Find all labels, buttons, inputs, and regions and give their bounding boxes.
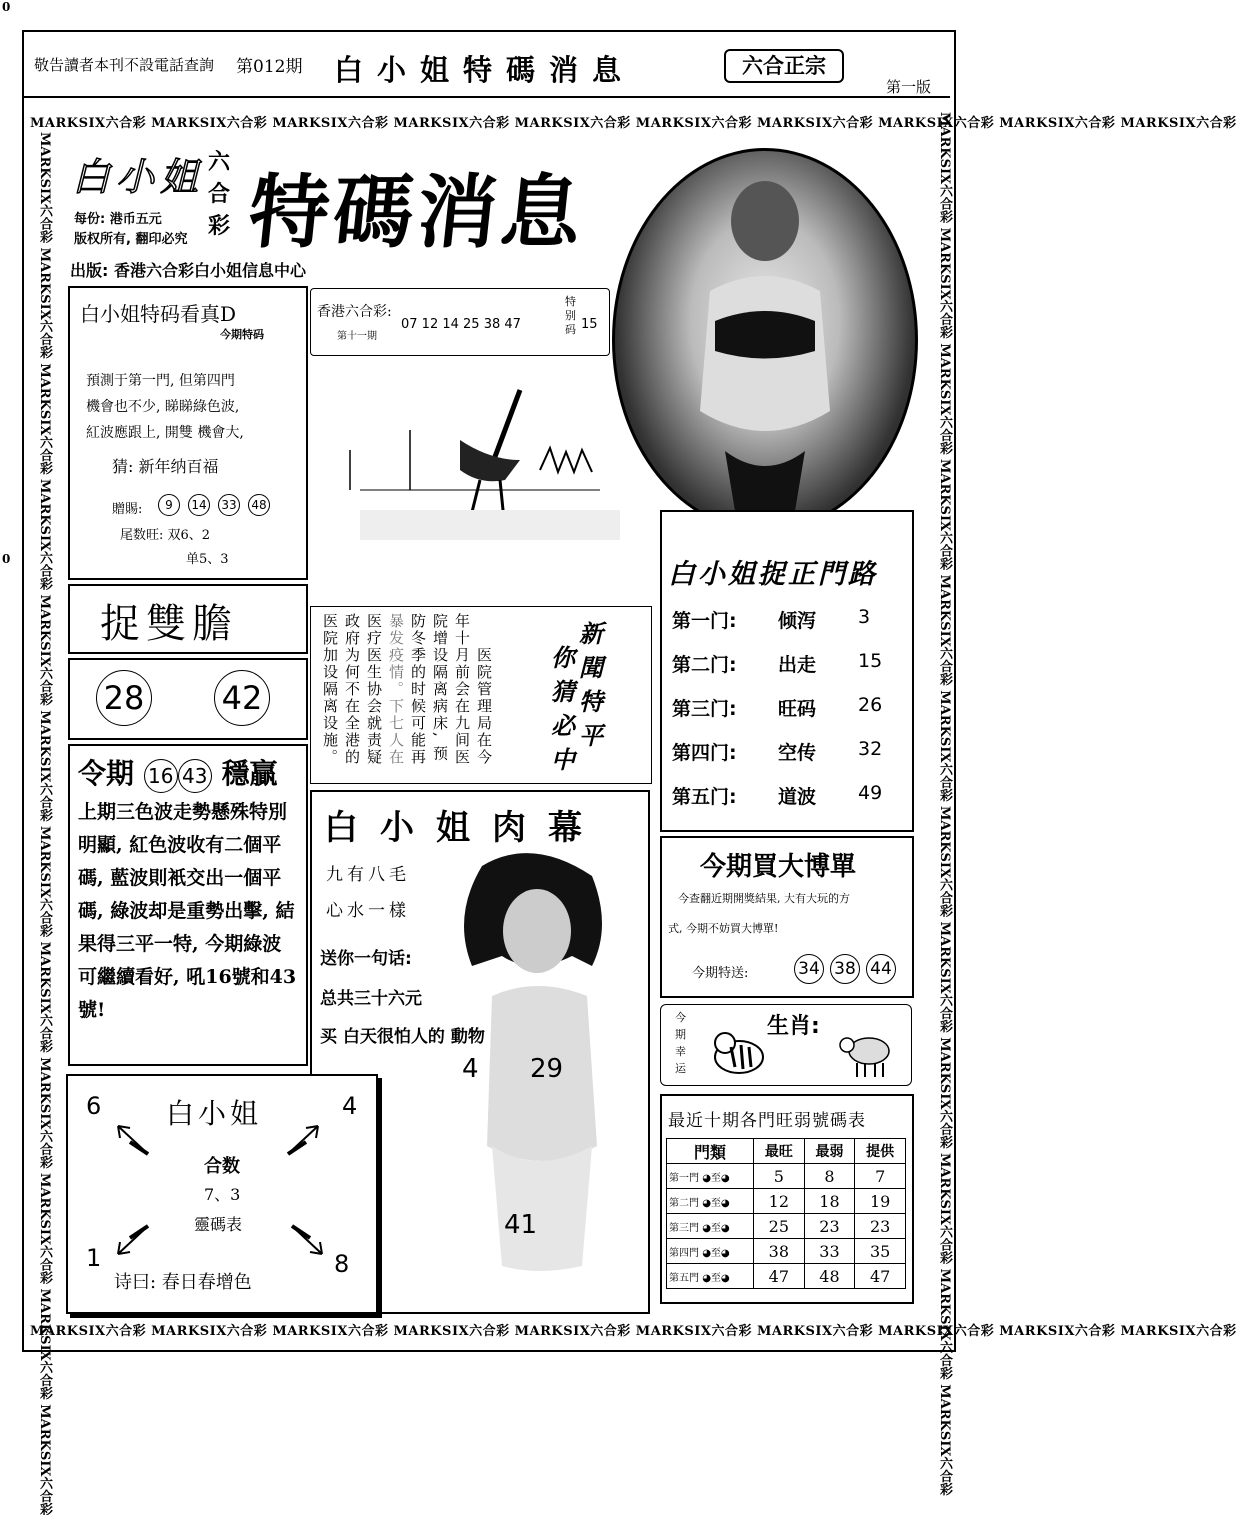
door-label: 第三门: xyxy=(672,698,737,720)
stats-header: 提供 xyxy=(855,1139,906,1164)
kanzhen-line: 預測于第一門, 但第四門 xyxy=(86,373,235,389)
door-label: 第四门: xyxy=(672,742,737,764)
lingma-sum-value: 7、3 xyxy=(204,1185,241,1204)
title-char: 你 xyxy=(551,643,575,672)
menlu-row xyxy=(672,606,908,650)
title-char: 特 xyxy=(579,687,603,716)
ball-icon: ◕ xyxy=(702,1247,711,1259)
news-box xyxy=(310,606,652,784)
label-char: 码 xyxy=(565,323,576,336)
wenying-body: 上期三色波走勢懸殊特別明顯, 紅色波收有二個平碼, 藍波則衹交出一個平碼, 綠波却是重勢出擊, 結果得三平一特, 今期綠波可繼續看好, 吼16號和43號! xyxy=(78,801,297,1021)
door-number: 15 xyxy=(858,650,883,672)
title-char: 猜 xyxy=(551,677,575,706)
table-row xyxy=(667,1264,906,1289)
wenying-heading xyxy=(78,752,278,793)
gift-number: 33 xyxy=(218,494,240,516)
tail-label: 尾数旺: 双6、2 xyxy=(120,528,211,543)
door-word: 旺码 xyxy=(778,698,817,720)
kanzhen-line: 機會也不少, 睇睇綠色波, xyxy=(86,399,240,415)
header-edition: 第一版 xyxy=(886,78,932,96)
label-char: 特 xyxy=(565,295,576,308)
gift-label: 贈賜: xyxy=(112,502,143,517)
stats-cell: 47 xyxy=(855,1264,906,1289)
stats-door-cell xyxy=(667,1264,754,1289)
news-column: 医疗医生协会就责疑 xyxy=(365,613,383,766)
corner-mark: 0 xyxy=(2,0,11,14)
wenying-number: 43 xyxy=(178,759,212,793)
door-number: 32 xyxy=(858,738,883,760)
prev-result-box xyxy=(310,288,610,356)
label-char: 六 xyxy=(207,149,230,175)
neimu-number: 41 xyxy=(504,1210,538,1240)
stats-cell: 7 xyxy=(855,1164,906,1189)
menlu-title: 白小姐捉正門路 xyxy=(668,559,878,590)
stats-range: 至 xyxy=(710,1247,721,1259)
stats-cell: 25 xyxy=(754,1214,805,1239)
daboda-box xyxy=(660,836,914,998)
daboda-number: 44 xyxy=(866,954,896,984)
menlu-box xyxy=(660,510,914,832)
news-column: 防冬季的时候可能再 xyxy=(409,613,427,766)
gift-numbers xyxy=(158,494,270,516)
lingma-table-label: 靈碼表 xyxy=(194,1215,243,1234)
shengxiao-title: 生肖: xyxy=(767,1014,820,1039)
lingma-corner: 8 xyxy=(334,1250,350,1278)
lingma-title: 白小姐 xyxy=(166,1097,263,1130)
gift-number: 9 xyxy=(158,494,180,516)
lingma-corner: 4 xyxy=(342,1092,358,1120)
ball-icon: ◕ xyxy=(720,1197,730,1209)
stats-cell: 35 xyxy=(855,1239,906,1264)
stats-table xyxy=(666,1138,906,1289)
title-char: 新 xyxy=(579,619,603,648)
lingma-corner: 6 xyxy=(86,1092,102,1120)
stats-door-cell xyxy=(667,1189,754,1214)
wenying-box xyxy=(68,744,308,1066)
menlu-rows xyxy=(672,606,908,826)
stats-header: 最旺 xyxy=(754,1139,805,1164)
kanzhen-guess: 猜: 新年纳百福 xyxy=(112,457,219,476)
neimu-line: 总共三十六元 xyxy=(320,989,422,1009)
daboda-title: 今期買大博單 xyxy=(700,852,857,882)
shengxiao-label xyxy=(675,1009,689,1077)
stats-door: 第一門 xyxy=(669,1172,699,1184)
double-number: 28 xyxy=(96,670,152,726)
table-row xyxy=(667,1239,906,1264)
lingma-corner: 1 xyxy=(86,1244,102,1272)
special-label xyxy=(565,295,579,337)
neimu-line: 买 白天很怕人的 動物 xyxy=(320,1027,485,1047)
kanzhen-title: 白小姐特码看真D xyxy=(80,302,237,326)
zhuoshuangdan-title: 捉雙膽 xyxy=(100,601,238,647)
stats-door: 第五門 xyxy=(669,1272,699,1284)
title-char: 中 xyxy=(551,745,575,774)
stats-cell: 33 xyxy=(804,1239,855,1264)
header-issue: 第012期 xyxy=(236,57,303,77)
shengxiao-box xyxy=(660,1004,912,1086)
header-bar xyxy=(24,32,950,98)
stats-door: 第二門 xyxy=(669,1197,699,1209)
sheep-icon xyxy=(837,1025,897,1081)
wenying-suffix: 穩贏 xyxy=(221,757,278,790)
prev-result-label: 香港六合彩: xyxy=(317,304,392,320)
neimu-riddle: 心水一樣 xyxy=(326,901,410,921)
price-line: 每份: 港币五元 xyxy=(74,212,162,227)
title-char: 必 xyxy=(551,711,575,740)
door-number: 26 xyxy=(858,694,883,716)
wenying-number: 16 xyxy=(144,759,178,793)
lingma-box xyxy=(66,1074,378,1314)
prev-result-numbers: 07 12 14 25 38 47 xyxy=(401,317,521,332)
news-column: 院增设隔离病床, 预 xyxy=(431,613,449,763)
stats-range: 至 xyxy=(710,1272,721,1284)
wenying-prefix: 令期 xyxy=(78,757,135,790)
ball-icon: ◕ xyxy=(702,1272,711,1284)
header-badge: 六合正宗 xyxy=(724,49,844,83)
stats-header: 最弱 xyxy=(804,1139,855,1164)
ball-icon: ◕ xyxy=(720,1272,730,1284)
daboda-numbers xyxy=(794,954,896,984)
double-numbers-box xyxy=(68,658,308,740)
door-word: 空传 xyxy=(778,742,817,764)
table-row xyxy=(667,1214,906,1239)
title-char: 平 xyxy=(579,721,603,750)
masthead xyxy=(62,138,622,278)
stats-cell: 5 xyxy=(754,1164,805,1189)
door-word: 道波 xyxy=(778,786,817,808)
door-word: 出走 xyxy=(778,654,817,676)
marksix-border-bottom: MARKSIX六合彩 MARKSIX六合彩 MARKSIX六合彩 MARKSIX六合彩 MARKSIX六合彩 MARKSIX六合彩 MARKSIX六合彩 MARKSIX六合彩 MARKSIX六合彩 MARKSIX六合彩 xyxy=(30,1324,1237,1339)
stats-cell: 48 xyxy=(804,1264,855,1289)
lingma-sum-label: 合数 xyxy=(204,1156,240,1177)
menlu-row xyxy=(672,738,908,782)
menlu-row xyxy=(672,694,908,738)
neimu-riddle: 九有八毛 xyxy=(326,865,410,885)
header-notice: 敬告讀者本刊不設電話查詢 xyxy=(34,56,215,74)
stats-header-row xyxy=(667,1139,906,1164)
label-char: 彩 xyxy=(207,213,230,239)
stats-cell: 12 xyxy=(754,1189,805,1214)
lingma-poem: 诗曰: 春日春增色 xyxy=(114,1272,252,1293)
daboda-text: 式, 今期不妨買大博單! xyxy=(668,922,779,935)
menlu-row xyxy=(672,650,908,694)
neimu-line: 送你一句话: xyxy=(320,949,412,969)
stats-door-cell xyxy=(667,1164,754,1189)
table-row xyxy=(667,1164,906,1189)
stats-door-cell xyxy=(667,1239,754,1264)
stats-box xyxy=(660,1094,914,1304)
crane-drawing xyxy=(330,360,630,550)
gift-number: 48 xyxy=(248,494,270,516)
news-column: 政府为何不在全港的 xyxy=(343,613,361,766)
stats-cell: 18 xyxy=(804,1189,855,1214)
table-row xyxy=(667,1189,906,1214)
daboda-number: 34 xyxy=(794,954,824,984)
label-char: 今 xyxy=(675,1011,686,1024)
daboda-number: 38 xyxy=(830,954,860,984)
news-column: 年十月前会在九间医 xyxy=(453,613,471,766)
stats-cell: 19 xyxy=(855,1189,906,1214)
header-title: 白小姐特碼消息 xyxy=(334,53,636,87)
stats-header: 門類 xyxy=(667,1139,754,1164)
neimu-title: 白小姐肉幕 xyxy=(324,808,604,848)
marksix-border-top: MARKSIX六合彩 MARKSIX六合彩 MARKSIX六合彩 MARKSIX六合彩 MARKSIX六合彩 MARKSIX六合彩 MARKSIX六合彩 MARKSIX六合彩 MARKSIX六合彩 MARKSIX六合彩 xyxy=(30,116,1237,131)
label-char: 运 xyxy=(675,1062,686,1075)
handwritten-logo: 白小姐 xyxy=(72,155,205,199)
kanzhen-line: 紅波應跟上, 開雙 機會大, xyxy=(86,425,244,441)
ball-icon: ◕ xyxy=(702,1222,711,1234)
stats-range: 至 xyxy=(710,1222,721,1234)
door-label: 第二门: xyxy=(672,654,737,676)
stats-cell: 38 xyxy=(754,1239,805,1264)
neimu-number: 29 xyxy=(530,1054,564,1084)
crane-illustration xyxy=(330,360,630,550)
zhuoshuangdan-box xyxy=(68,584,308,654)
oval-photo xyxy=(612,148,918,532)
stats-cell: 23 xyxy=(804,1214,855,1239)
ball-icon: ◕ xyxy=(720,1172,730,1184)
tiger-icon xyxy=(709,1021,769,1081)
stats-range: 至 xyxy=(710,1197,721,1209)
masthead-vertical-label xyxy=(204,146,234,242)
label-char: 合 xyxy=(207,181,230,207)
news-column: 暴发疫情。下七人在 xyxy=(387,613,405,766)
daboda-text: 今查翻近期開獎結果, 大有大玩的方 xyxy=(678,892,850,905)
news-column: 医院加设隔离设施。 xyxy=(321,613,339,766)
ball-icon: ◕ xyxy=(720,1222,730,1234)
door-word: 倾泻 xyxy=(778,610,817,632)
title-char: 聞 xyxy=(579,653,603,682)
main-title: 特碼消息 xyxy=(244,165,591,259)
copyright-line: 版权所有, 翻印必究 xyxy=(74,232,188,247)
prev-result-period: 第十一期 xyxy=(337,331,377,342)
stats-range: 至 xyxy=(710,1172,721,1184)
corner-mark-left: 0 xyxy=(2,552,11,566)
door-label: 第五门: xyxy=(672,786,737,808)
label-char: 别 xyxy=(565,309,576,322)
stats-cell: 23 xyxy=(855,1214,906,1239)
stats-door: 第四門 xyxy=(669,1247,699,1259)
figure-silhouette xyxy=(615,151,915,529)
stats-door: 第三門 xyxy=(669,1222,699,1234)
neimu-number: 4 xyxy=(462,1054,479,1084)
ball-icon: ◕ xyxy=(720,1247,730,1259)
double-number: 42 xyxy=(214,670,270,726)
gift-number: 14 xyxy=(188,494,210,516)
door-number: 3 xyxy=(858,606,871,628)
ball-icon: ◕ xyxy=(702,1197,711,1209)
label-char: 期 xyxy=(675,1028,686,1041)
tail-line2: 单5、3 xyxy=(186,552,229,567)
marksix-border-left: MARKSIX六合彩 MARKSIX六合彩 MARKSIX六合彩 MARKSIX六合彩 MARKSIX六合彩 MARKSIX六合彩 MARKSIX六合彩 MARKSIX六合彩 MARKSIX六合彩 MARKSIX六合彩 MARKSIX六合彩 MARKSIX六合彩 xyxy=(37,132,52,1515)
kanzhen-subtitle: 今期特码 xyxy=(220,328,264,341)
stats-door-cell xyxy=(667,1214,754,1239)
kanzhen-box xyxy=(68,286,308,580)
stats-cell: 47 xyxy=(754,1264,805,1289)
publisher-line: 出版: 香港六合彩白小姐信息中心 xyxy=(70,261,306,280)
door-number: 49 xyxy=(858,782,883,804)
stats-title: 最近十期各門旺弱號碼表 xyxy=(668,1111,866,1131)
door-label: 第一门: xyxy=(672,610,737,632)
prev-result-special: 15 xyxy=(581,317,598,332)
stats-cell: 8 xyxy=(804,1164,855,1189)
daboda-send-label: 今期特送: xyxy=(692,966,749,981)
menlu-row xyxy=(672,782,908,826)
label-char: 幸 xyxy=(675,1045,686,1058)
marksix-border-right: MARKSIX六合彩 MARKSIX六合彩 MARKSIX六合彩 MARKSIX六合彩 MARKSIX六合彩 MARKSIX六合彩 MARKSIX六合彩 MARKSIX六合彩 MARKSIX六合彩 MARKSIX六合彩 MARKSIX六合彩 MARKSIX六合彩 xyxy=(937,112,952,1496)
ball-icon: ◕ xyxy=(702,1172,711,1184)
news-column: 医院管理局在今 xyxy=(475,647,493,766)
